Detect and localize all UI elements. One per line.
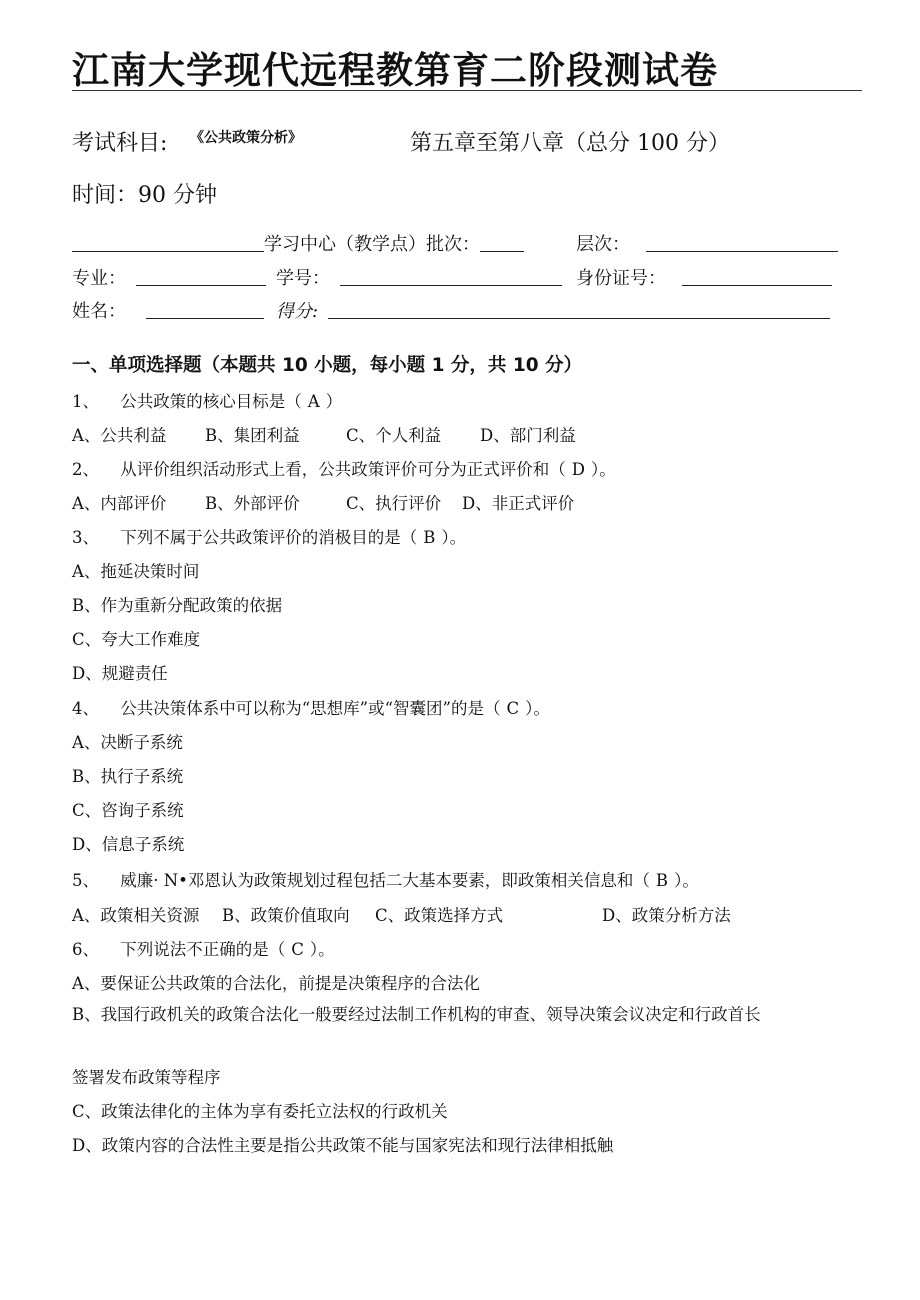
option: B、集团利益 <box>205 426 300 445</box>
option: A、公共利益 <box>72 426 167 445</box>
question-5 <box>72 867 699 891</box>
question-answer: C <box>291 940 304 959</box>
chapter-range: 第五章至第八章（总分 100 分） <box>410 131 730 156</box>
question-stem-end: ）。 <box>309 940 335 959</box>
question-number: 4、 <box>72 699 99 718</box>
question-answer: A <box>307 392 320 411</box>
question-number: 2、 <box>72 460 99 479</box>
question-stem-end: ）。 <box>441 528 467 547</box>
option: D、规避责任 <box>72 664 168 683</box>
level-blank[interactable] <box>646 233 838 252</box>
option: D、政策分析方法 <box>602 906 731 925</box>
question-number: 3、 <box>72 528 99 547</box>
question-3 <box>72 524 466 548</box>
question-stem-end: ）。 <box>674 871 699 890</box>
question-stem: 公共决策体系中可以称为“思想库”或“智囊团”的是（ <box>120 699 501 718</box>
option: C、政策选择方式 <box>375 906 504 925</box>
option: A、决断子系统 <box>72 733 183 752</box>
option: B、外部评价 <box>205 494 300 513</box>
score-field <box>276 297 830 323</box>
major-blank[interactable] <box>136 267 266 286</box>
student-id-blank[interactable] <box>340 267 562 286</box>
question-answer: C <box>506 699 520 718</box>
level-label: 层次： <box>576 234 630 255</box>
title-divider <box>72 90 862 91</box>
subject-label: 考试科目: <box>72 131 168 156</box>
question-stem: 威廉· N•邓恩认为政策规划过程包括二大基本要素，即政策相关信息和（ <box>120 871 650 890</box>
question-number: 1、 <box>72 392 99 411</box>
option: C、夸大工作难度 <box>72 630 201 649</box>
exam-time: 时间：90 分钟 <box>72 183 217 208</box>
option: B、作为重新分配政策的依据 <box>72 596 283 615</box>
option: A、要保证公共政策的合法化，前提是决策程序的合法化 <box>72 974 480 993</box>
question-stem: 下列不属于公共政策评价的消极目的是（ <box>120 528 418 547</box>
option: D、部门利益 <box>480 426 576 445</box>
option: D、信息子系统 <box>72 835 185 854</box>
form-row-1 <box>72 230 524 256</box>
score-label: 得分: <box>276 301 319 322</box>
option: D、政策内容的合法性主要是指公共政策不能与国家宪法和现行法律相抵触 <box>72 1136 614 1155</box>
question-stem: 下列说法不正确的是（ <box>120 940 286 959</box>
student-id-field <box>276 264 562 290</box>
question-6 <box>72 936 335 960</box>
center-blank[interactable] <box>72 233 264 252</box>
major-field <box>72 264 266 290</box>
option: A、内部评价 <box>72 494 167 513</box>
option: B、我国行政机关的政策合法化一般要经过法制工作机构的审查、领导决策会议决定和行政首长 <box>72 1005 761 1024</box>
question-1 <box>72 388 342 412</box>
option: C、政策法律化的主体为享有委托立法权的行政机关 <box>72 1102 448 1121</box>
question-stem-end: ） <box>325 392 343 411</box>
batch-blank[interactable] <box>480 233 524 252</box>
option: C、咨询子系统 <box>72 801 184 820</box>
major-label: 专业： <box>72 268 126 289</box>
question-answer: B <box>423 528 436 547</box>
subject-name: 《公共政策分析》 <box>190 130 302 146</box>
question-stem: 公共政策的核心目标是（ <box>120 392 302 411</box>
id-card-label: 身份证号： <box>576 268 666 289</box>
question-stem-end: ）。 <box>590 460 616 479</box>
question-stem-end: ）。 <box>525 699 550 718</box>
option: C、执行评价 <box>346 494 442 513</box>
question-stem: 从评价组织活动形式上看，公共政策评价可分为正式评价和（ <box>120 460 566 479</box>
question-number: 5、 <box>72 871 99 890</box>
option: C、个人利益 <box>346 426 442 445</box>
option: B、政策价值取向 <box>222 906 350 925</box>
center-label: 学习中心（教学点）批次： <box>264 234 480 255</box>
name-label: 姓名： <box>72 301 126 322</box>
section-heading: 一、单项选择题（本题共 10 小题，每小题 1 分，共 10 分） <box>72 355 583 376</box>
page-title: 江南大学现代远程教第育二阶段测试卷 <box>72 49 718 92</box>
question-number: 6、 <box>72 940 99 959</box>
option: A、拖延决策时间 <box>72 562 200 581</box>
id-card-blank[interactable] <box>682 267 832 286</box>
option-continuation: 签署发布政策等程序 <box>72 1068 221 1087</box>
question-answer: B <box>655 871 669 890</box>
id-card-field <box>576 264 832 290</box>
option: D、非正式评价 <box>462 494 575 513</box>
question-answer: D <box>571 460 585 479</box>
score-blank[interactable] <box>328 300 830 319</box>
student-id-label: 学号： <box>276 268 330 289</box>
option: A、政策相关资源 <box>72 906 200 925</box>
question-4 <box>72 695 550 719</box>
option: B、执行子系统 <box>72 767 184 786</box>
name-blank[interactable] <box>146 300 264 319</box>
name-field <box>72 297 264 323</box>
question-2 <box>72 456 616 480</box>
level-field <box>576 230 838 256</box>
